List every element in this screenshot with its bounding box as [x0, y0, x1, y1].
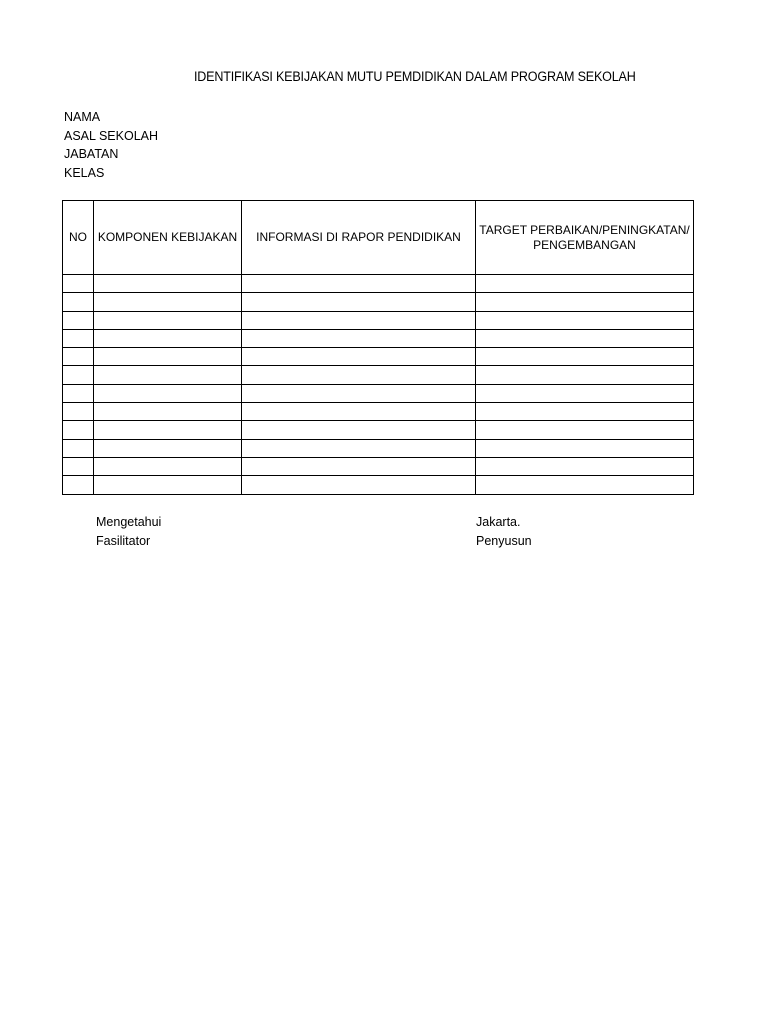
table-cell[interactable] [476, 293, 694, 311]
table-cell[interactable] [94, 311, 242, 329]
signature-right [476, 513, 532, 551]
field-asal-sekolah-label: ASAL SEKOLAH [64, 128, 159, 143]
table-row [63, 439, 694, 457]
table-row [63, 384, 694, 402]
table-row [63, 403, 694, 421]
table-cell[interactable] [476, 275, 694, 293]
table-row [63, 311, 694, 329]
table-cell[interactable] [63, 311, 94, 329]
table-cell[interactable] [242, 421, 476, 439]
table-cell[interactable] [242, 384, 476, 402]
signature-left-line2: Fasilitator [96, 534, 151, 548]
table-cell[interactable] [476, 311, 694, 329]
table-cell[interactable] [94, 421, 242, 439]
table-row [63, 476, 694, 494]
table-cell[interactable] [242, 293, 476, 311]
table-cell[interactable] [63, 476, 94, 494]
table-row [63, 421, 694, 439]
table-cell[interactable] [63, 421, 94, 439]
table-cell[interactable] [94, 439, 242, 457]
signature-right-line1: Jakarta. [476, 515, 521, 529]
signature-right-line2: Penyusun [476, 534, 532, 548]
table-cell[interactable] [476, 439, 694, 457]
table-cell[interactable] [63, 348, 94, 366]
policy-table [62, 200, 694, 495]
field-kelas-label: KELAS [64, 165, 105, 180]
table-cell[interactable] [476, 329, 694, 347]
table-cell[interactable] [242, 329, 476, 347]
table-row [63, 348, 694, 366]
table-cell[interactable] [476, 384, 694, 402]
table-row [63, 293, 694, 311]
table-row [63, 329, 694, 347]
table-cell[interactable] [63, 366, 94, 384]
table-body [63, 275, 694, 495]
document-title: IDENTIFIKASI KEBIJAKAN MUTU PEMDIDIKAN DALAM PROGRAM SEKOLAH [194, 69, 636, 84]
table-cell[interactable] [476, 476, 694, 494]
field-jabatan-label: JABATAN [64, 147, 119, 161]
table-cell[interactable] [63, 439, 94, 457]
header-informasi-rapor: INFORMASI DI RAPOR PENDIDIKAN [242, 201, 476, 275]
table-cell[interactable] [242, 311, 476, 329]
table-cell[interactable] [94, 366, 242, 384]
table-cell[interactable] [476, 403, 694, 421]
table-cell[interactable] [242, 348, 476, 366]
table-cell[interactable] [63, 329, 94, 347]
table-cell[interactable] [94, 329, 242, 347]
table-cell[interactable] [63, 275, 94, 293]
table-cell[interactable] [94, 293, 242, 311]
table-cell[interactable] [94, 384, 242, 402]
table-cell[interactable] [476, 348, 694, 366]
signature-left [96, 513, 161, 551]
table-cell[interactable] [242, 366, 476, 384]
table-cell[interactable] [242, 457, 476, 475]
table-cell[interactable] [94, 457, 242, 475]
table-row [63, 457, 694, 475]
header-no: NO [63, 201, 94, 275]
table-cell[interactable] [94, 275, 242, 293]
table-cell[interactable] [63, 293, 94, 311]
table-cell[interactable] [63, 457, 94, 475]
table-cell[interactable] [94, 476, 242, 494]
table-cell[interactable] [242, 476, 476, 494]
table-cell[interactable] [242, 403, 476, 421]
table-cell[interactable] [242, 275, 476, 293]
identity-fields [64, 108, 158, 182]
signature-left-line1: Mengetahui [96, 515, 162, 529]
table-cell[interactable] [63, 403, 94, 421]
table-cell[interactable] [476, 421, 694, 439]
table-cell[interactable] [63, 384, 94, 402]
table-row [63, 275, 694, 293]
table-cell[interactable] [94, 403, 242, 421]
field-nama-label: NAMA [64, 110, 101, 124]
header-target: TARGET PERBAIKAN/PENINGKATAN/PENGEMBANGAN [476, 201, 694, 275]
table-cell[interactable] [242, 439, 476, 457]
header-komponen-kebijakan: KOMPONEN KEBIJAKAN [94, 201, 242, 275]
table-cell[interactable] [94, 348, 242, 366]
table-cell[interactable] [476, 457, 694, 475]
table-row [63, 366, 694, 384]
table-cell[interactable] [476, 366, 694, 384]
table-header-row [63, 201, 694, 275]
